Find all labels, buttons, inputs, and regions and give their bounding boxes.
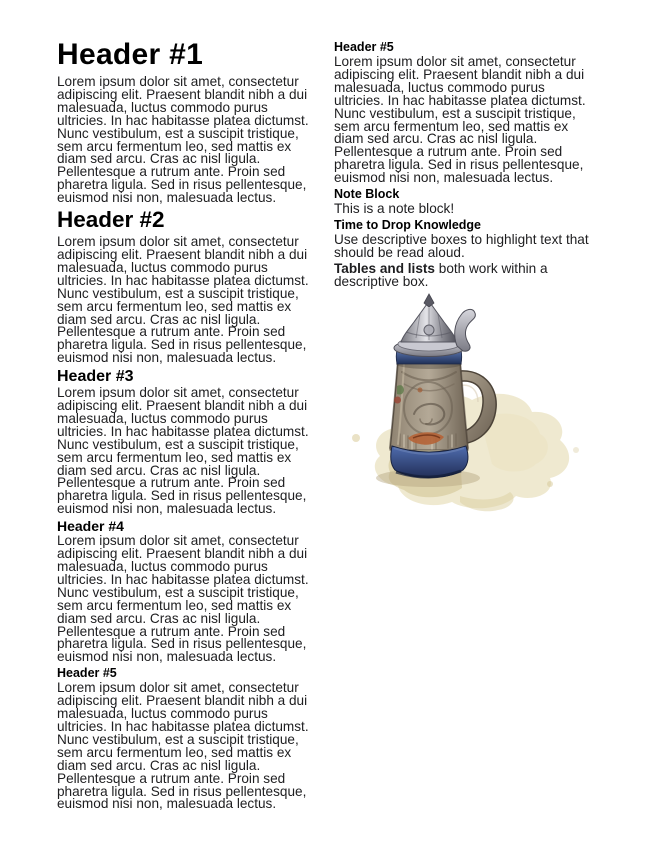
tables-lists-bold: Tables and lists (334, 260, 435, 276)
stein-body (390, 358, 468, 450)
lorem-paragraph-2: Lorem ipsum dolor sit amet, consectetur adipiscing elit. Praesent blandit nibh a dui malesuada, luctus commodo purus ultricies. In hac habitasse platea dictumst. Nunc vestibulum, est a suscipit tristique, sem arcu fermentum leo, sed mattis ex diam sed arcu. Cras ac nisl ligula. Pellentesque a rutrum ante. Proin sed pharetra ligula. Sed in risus pellentesque, euismod nisi non, malesuada lectus. (57, 234, 309, 366)
lorem-paragraph-4: Lorem ipsum dolor sit amet, consectetur adipiscing elit. Praesent blandit nibh a dui malesuada, luctus commodo purus ultricies. In hac habitasse platea dictumst. Nunc vestibulum, est a suscipit tristique, sem arcu fermentum leo, sed mattis ex diam sed arcu. Cras ac nisl ligula. Pellentesque a rutrum ante. Proin sed pharetra ligula. Sed in risus pellentesque, euismod nisi non, malesuada lectus. (57, 533, 309, 665)
knowledge-title: Time to Drop Knowledge (334, 217, 481, 232)
stein-image (340, 288, 640, 518)
tables-lists-rest: both work within a descriptive box. (334, 260, 548, 289)
note-block-title: Note Block (334, 187, 400, 202)
left-column (57, 40, 315, 814)
stein-lid (394, 294, 464, 357)
knowledge-text: Use descriptive boxes to highlight text that should be read aloud. (334, 231, 589, 260)
header-2: Header #2 (57, 207, 165, 233)
stein-thumb-lever (455, 309, 476, 351)
lorem-paragraph-5: Lorem ipsum dolor sit amet, consectetur adipiscing elit. Praesent blandit nibh a dui malesuada, luctus commodo purus ultricies. In hac habitasse platea dictumst. Nunc vestibulum, est a suscipit tristique, sem arcu fermentum leo, sed mattis ex diam sed arcu. Cras ac nisl ligula. Pellentesque a rutrum ante. Proin sed pharetra ligula. Sed in risus pellentesque, euismod nisi non, malesuada lectus. (57, 680, 309, 812)
stein-illustration-svg (340, 288, 640, 518)
note-block-text: This is a note block! (334, 201, 455, 217)
lorem-paragraph-1: Lorem ipsum dolor sit amet, consectetur adipiscing elit. Praesent blandit nibh a dui malesuada, luctus commodo purus ultricies. In hac habitasse platea dictumst. Nunc vestibulum, est a suscipit tristique, sem arcu fermentum leo, sed mattis ex diam sed arcu. Cras ac nisl ligula. Pellentesque a rutrum ante. Proin sed pharetra ligula. Sed in risus pellentesque, euismod nisi non, malesuada lectus. (57, 74, 309, 206)
header-1: Header #1 (57, 38, 204, 71)
tables-lists-line (334, 260, 598, 289)
header-4: Header #4 (57, 518, 124, 535)
lorem-paragraph-right: Lorem ipsum dolor sit amet, consectetur adipiscing elit. Praesent blandit nibh a dui malesuada, luctus commodo purus ultricies. In hac habitasse platea dictumst. Nunc vestibulum, est a suscipit tristique, sem arcu fermentum leo, sed mattis ex diam sed arcu. Cras ac nisl ligula. Pellentesque a rutrum ante. Proin sed pharetra ligula. Sed in risus pellentesque, euismod nisi non, malesuada lectus. (334, 54, 586, 186)
lorem-paragraph-3: Lorem ipsum dolor sit amet, consectetur adipiscing elit. Praesent blandit nibh a dui malesuada, luctus commodo purus ultricies. In hac habitasse platea dictumst. Nunc vestibulum, est a suscipit tristique, sem arcu fermentum leo, sed mattis ex diam sed arcu. Cras ac nisl ligula. Pellentesque a rutrum ante. Proin sed pharetra ligula. Sed in risus pellentesque, euismod nisi non, malesuada lectus. (57, 385, 309, 517)
header-5-left: Header #5 (57, 666, 117, 681)
header-3: Header #3 (57, 368, 134, 386)
right-column (334, 40, 598, 292)
header-5-right: Header #5 (334, 40, 394, 54)
